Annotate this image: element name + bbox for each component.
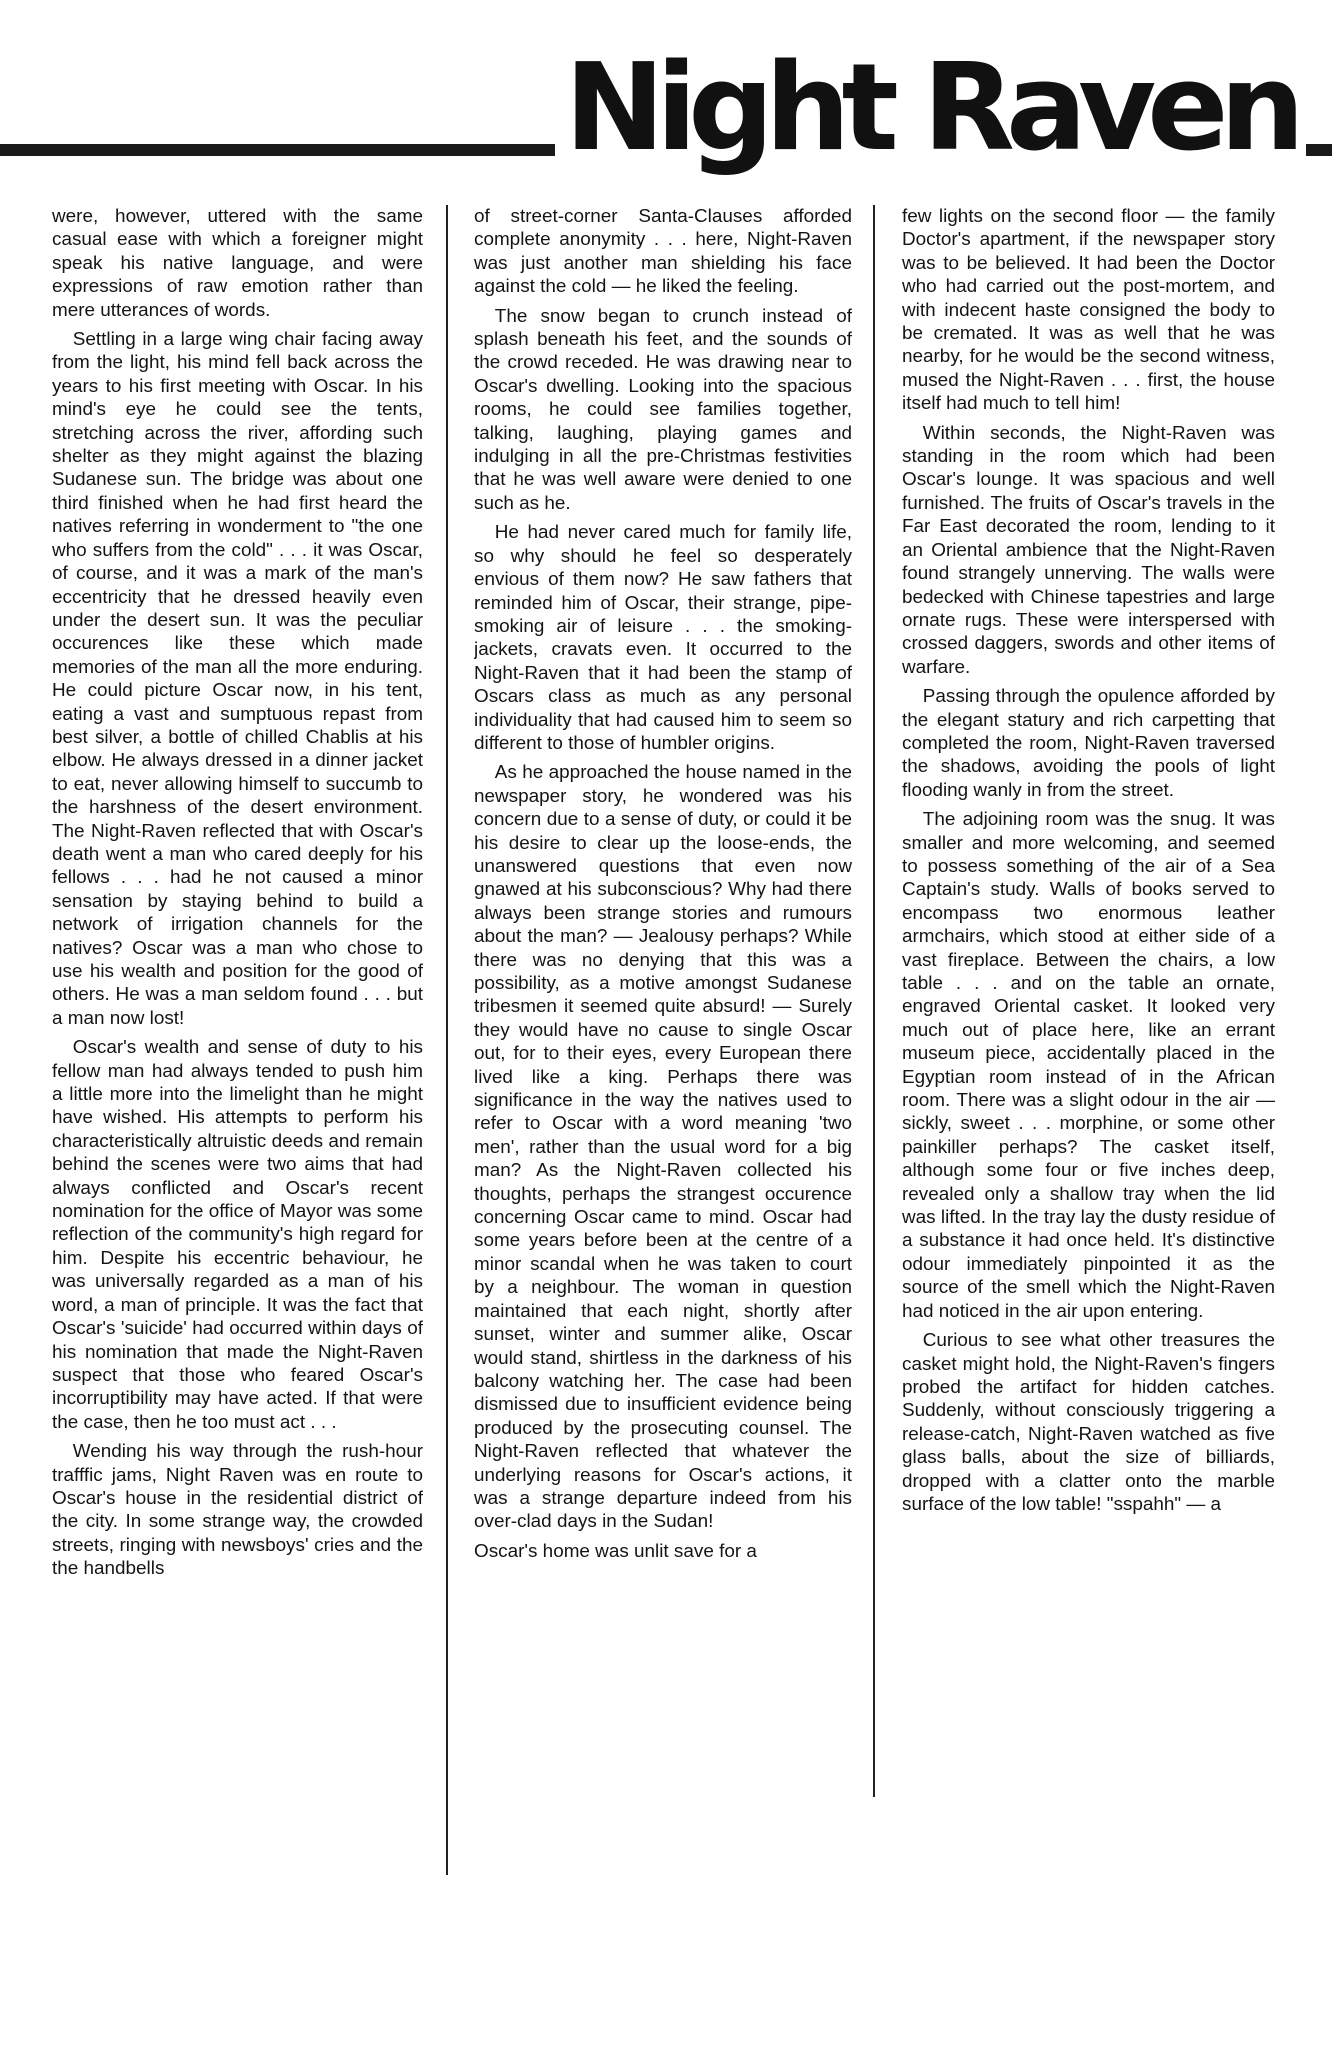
article-body (0, 205, 1332, 2025)
paragraph: Wending his way through the rush-hour trafffic jams, Night Raven was en route to Oscar's house in the residential district of the city. In some strange way, the crowded streets, ringing with newsboys' cries and the the handbells (52, 1441, 423, 1580)
paragraph: Within seconds, the Night-Raven was standing in the room which had been Oscar's lounge. It was spacious and well furnished. The fruits of Oscar's travels in the Far East decorated the room, lending to it an Oriental ambience that the Night-Raven found strangely unnerving. The walls were bedecked with Chinese tapestries and large ornate rugs. These were interspersed with crossed daggers, swords and other items of warfare. (902, 422, 1275, 678)
text-column-1 (52, 205, 423, 2025)
paragraph: few lights on the second floor — the family Doctor's apartment, if the newspaper story was to be believed. It had been the Doctor who had carried out the post-mortem, and with indecent haste consigned the body to be cremated. It was as well that he was nearby, for he would be the second witness, mused the Night-Raven . . . first, the house itself had much to tell him! (902, 206, 1275, 415)
paragraph: As he approached the house named in the newspaper story, he wondered was his concern due to a sense of duty, or could it be his desire to clear up the loose-ends, the unanswered questions that even now gnawed at his subconscious? Why had there always been strange stories and rumours about the man? — Jealousy perhaps? While there was no denying that this was a possibility, as a motive amongst Sudanese tribesmen it seemed quite absurd! — Surely they would have no cause to single Oscar out, for to their eyes, every European there lived like a king. Perhaps there was significance in the way the natives used to refer to Oscar with a word meaning 'two men', rather than the usual word for a big man? As the Night-Raven collected his thoughts, perhaps the strangest occurence concerning Oscar came to mind. Oscar had some years before been at the centre of a minor scandal when he was taken to court by a neighbour. The woman in question maintained that each night, shortly after sunset, winter and summer alike, Oscar would stand, shirtless in the darkness of his balcony watching her. The case had been dismissed due to insufficient evidence being produced by the prosecuting counsel. The Night-Raven reflected that whatever the underlying reasons for Oscar's actions, it was a strange departure indeed from his over-clad days in the Sudan! (474, 762, 852, 1533)
page-title: Night Raven (555, 34, 1306, 184)
paragraph: were, however, uttered with the same casual ease with which a foreigner might speak his native language, and were expressions of raw emotion rather than mere utterances of words. (52, 206, 423, 321)
paragraph: of street-corner Santa-Clauses afforded complete anonymity . . . here, Night-Raven was just another man shielding his face against the cold — he liked the feeling. (474, 206, 852, 298)
text-column-3 (902, 205, 1275, 2025)
paragraph: He had never cared much for family life, so why should he feel so desperately envious of them now? He saw fathers that reminded him of Oscar, their strange, pipe-smoking air of leisure . . . the smoking-jackets, cravats even. It occurred to the Night-Raven that it had been the stamp of Oscars class as much as any personal individuality that had caused him to seem so different to those of humbler origins. (474, 522, 852, 754)
paragraph: Settling in a large wing chair facing away from the light, his mind fell back across the years to his first meeting with Oscar. In his mind's eye he could see the tents, stretching across the river, affording such shelter as they might against the blazing Sudanese sun. The bridge was about one third finished when he had first heard the natives referring in wonderment to "the one who suffers from the cold" . . . it was Oscar, of course, and it was a mark of the man's eccentricity that he dressed heavily even under the desert sun. It was the peculiar occurences like these which made memories of the man all the more enduring. He could picture Oscar now, in his tent, eating a vast and sumptuous repast from best silver, a bottle of chilled Chablis at his elbow. He always dressed in a dinner jacket to eat, never allowing himself to succumb to the harshness of the desert environment. The Night-Raven reflected that with Oscar's death went a man who cared deeply for his fellows . . . had he not caused a minor sensation by staying behind to build a network of irrigation channels for the natives? Oscar was a man who chose to use his wealth and position for the good of others. He was a man seldom found . . . but a man now lost! (52, 329, 423, 1029)
page-header (0, 0, 1332, 178)
column-divider (873, 205, 875, 1797)
paragraph: The adjoining room was the snug. It was smaller and more welcoming, and seemed to possess something of the air of a Sea Captain's study. Walls of books served to encompass two enormous leather armchairs, which stood at either side of a vast fireplace. Between the chairs, a low table . . . and on the table an ornate, engraved Oriental casket. It looked very much out of place here, like an errant museum piece, accidentally placed in the Egyptian room instead of in the African room. There was a slight odour in the air — sickly, sweet . . . morphine, or some other painkiller perhaps? The casket itself, although some four or five inches deep, revealed only a shallow tray when the lid was lifted. In the tray lay the dusty residue of a substance it had once held. It's distinctive odour immediately pinpointed it as the source of the smell which the Night-Raven had noticed in the air upon entering. (902, 809, 1275, 1322)
paragraph: Oscar's home was unlit save for a (474, 1540, 757, 1562)
paragraph: The snow began to crunch instead of splash beneath his feet, and the sounds of the crowd receded. He was drawing near to Oscar's dwelling. Looking into the spacious rooms, he could see families together, talking, laughing, playing games and indulging in all the pre-Christmas festivities that he was well aware were denied to one such as he. (474, 305, 852, 514)
text-column-2 (474, 205, 852, 2025)
paragraph: Oscar's wealth and sense of duty to his fellow man had always tended to push him a little more into the limelight than he might have wished. His attempts to perform his characteristically altruistic deeds and remain behind the scenes were two aims that had always conflicted and Oscar's recent nomination for the office of Mayor was some reflection of the community's high regard for him. Despite his eccentric behaviour, he was universally regarded as a man of his word, a man of principle. It was the fact that Oscar's 'suicide' had occurred within days of his nomination that made the Night-Raven suspect that those who feared Oscar's incorruptibility may have acted. If that were the case, then he too must act . . . (52, 1037, 423, 1433)
column-divider (446, 205, 448, 1875)
paragraph: Passing through the opulence afforded by the elegant statury and rich carpetting that completed the room, Night-Raven traversed the shadows, avoiding the pools of light flooding wanly in from the street. (902, 686, 1275, 801)
paragraph: Curious to see what other treasures the casket might hold, the Night-Raven's fingers probed the artifact for hidden catches. Suddenly, without consciously triggering a release-catch, Night-Raven watched as five glass balls, about the size of billiards, dropped with a clatter onto the marble surface of the low table! "sspahh" — a (902, 1330, 1275, 1515)
